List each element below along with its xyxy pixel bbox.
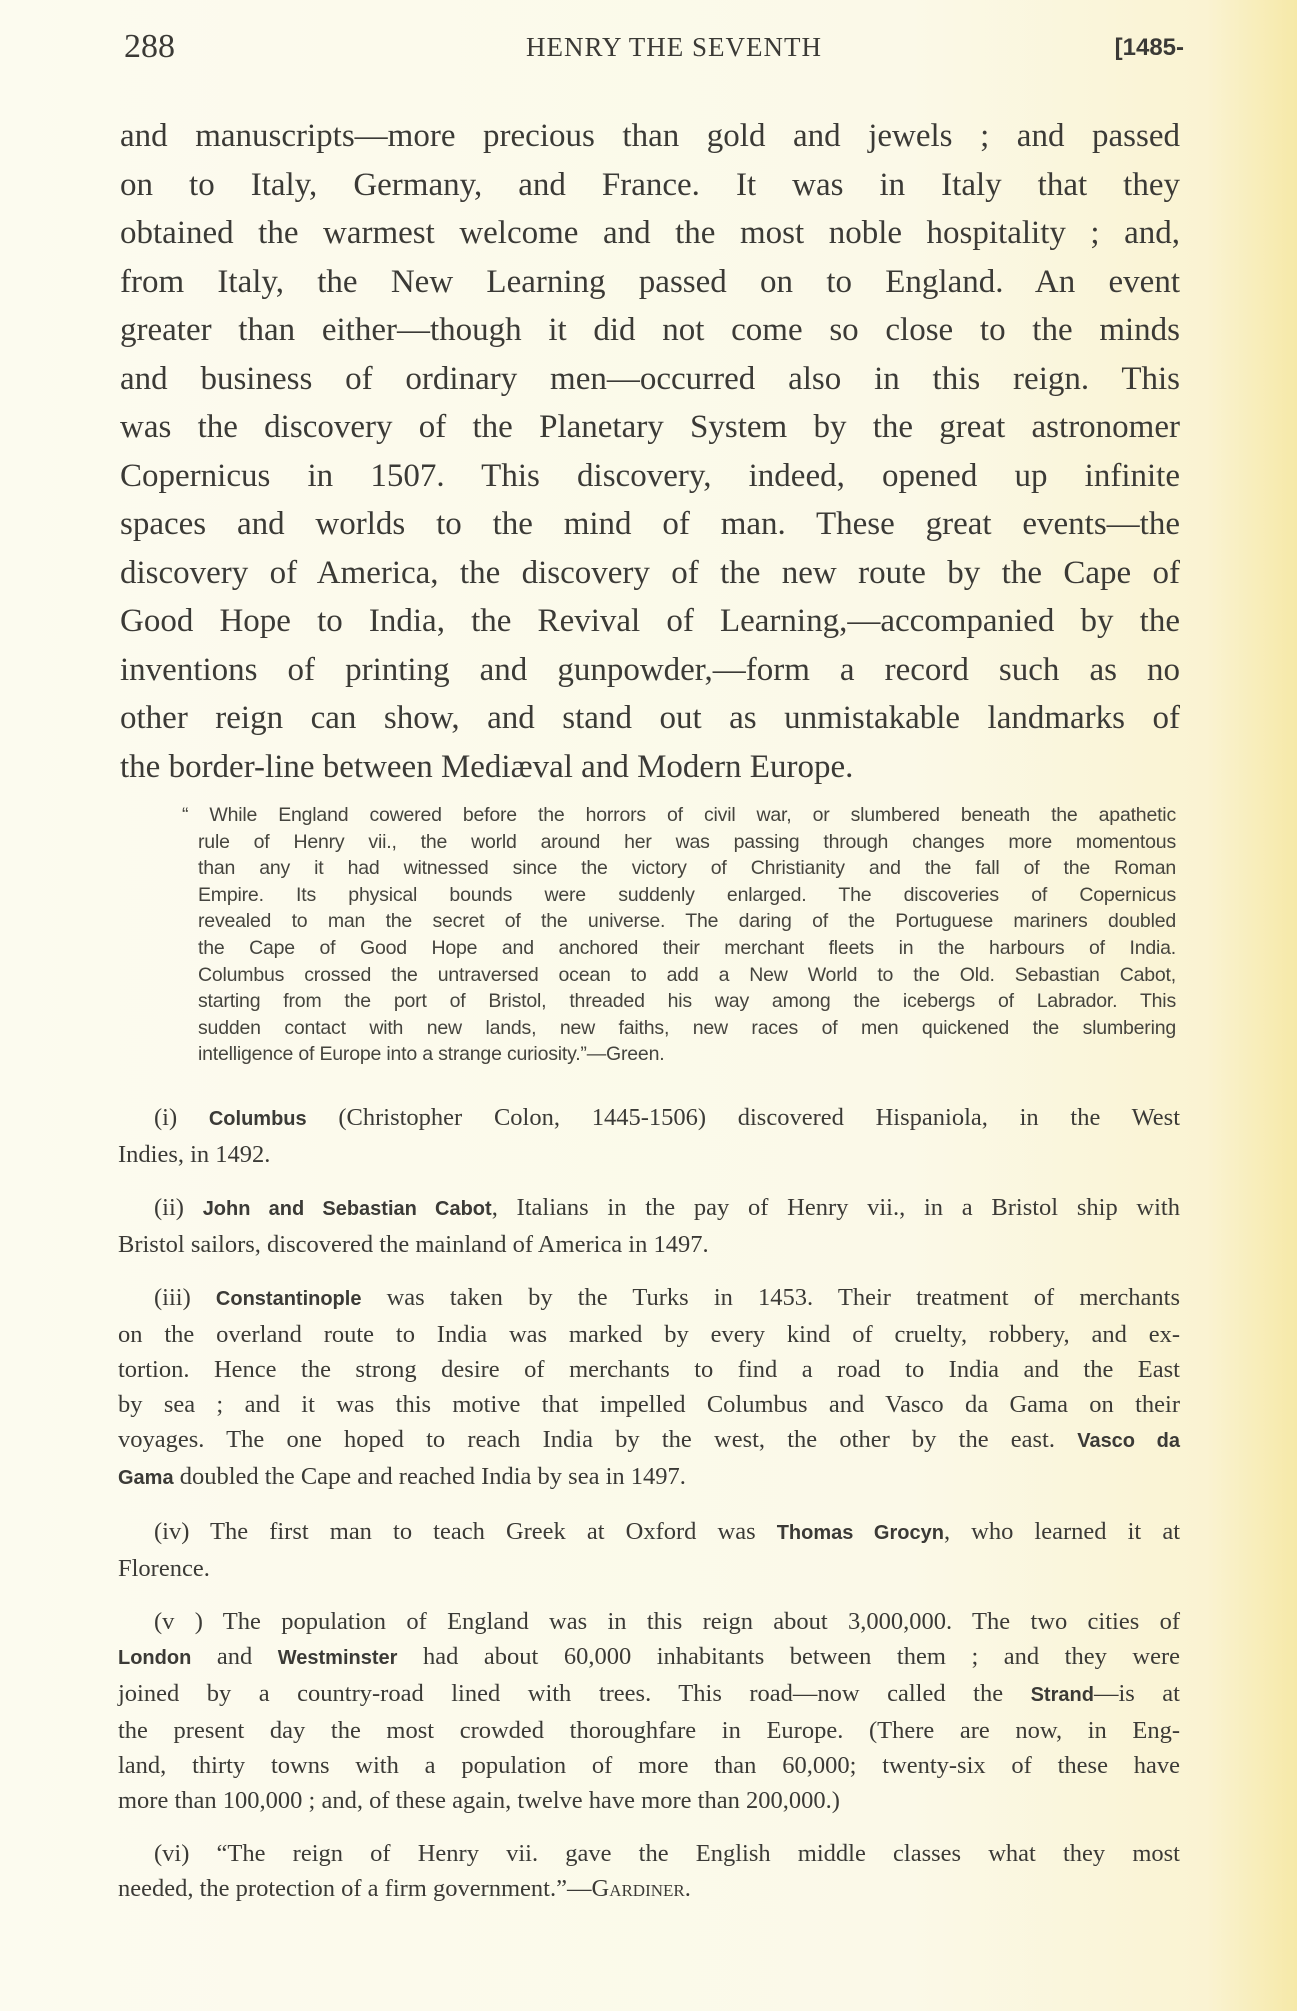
note-line [118, 1352, 1180, 1387]
note-item [118, 1190, 1180, 1262]
text-line: the Cape of Good Hope and anchored their merchant fleets in the harbours of India. [198, 936, 1176, 959]
note-line [118, 1137, 1180, 1172]
text-line: Copernicus in 1507. This discovery, indeed, opened up infinite [120, 457, 1180, 494]
text-run: Bristol sailors, discovered the mainland of America in 1497. [118, 1231, 709, 1258]
text-run: Indies, in 1492. [118, 1141, 271, 1168]
note-line [118, 1280, 1180, 1317]
text-line: greater than either—though it did not come so close to the minds [120, 312, 1180, 348]
footnotes [118, 1100, 1180, 1924]
text-run: needed, the protection of a firm government.”— [118, 1875, 592, 1902]
text-line: obtained the warmest welcome and the most noble hospitality ; and, [120, 215, 1180, 251]
text-run: (i) [154, 1104, 209, 1131]
text-run: doubled the Cape and reached India by sea in 1497. [173, 1463, 686, 1490]
note-item [118, 1836, 1180, 1906]
text-run: (v ) The population of England was in this reign about 3,000,000. The two cities of [154, 1608, 1180, 1635]
text-run: Gardiner. [591, 1875, 691, 1902]
bold-term: Thomas Grocyn [776, 1522, 944, 1544]
note-line [118, 1783, 1180, 1818]
text-run: and [191, 1643, 278, 1670]
note-line [118, 1748, 1180, 1783]
note-line [118, 1551, 1180, 1586]
main-paragraph [120, 112, 1180, 791]
note-line [118, 1227, 1180, 1262]
text-run: (iii) [154, 1284, 216, 1311]
text-line: Good Hope to India, the Revival of Learning,—accompanied by the [120, 603, 1180, 639]
note-line [118, 1604, 1180, 1639]
text-line: spaces and worlds to the mind of man. These great events—the [120, 506, 1180, 542]
text-line: revealed to man the secret of the universe. The daring of the Portuguese mariners doubled [198, 910, 1176, 933]
text-run: land, thirty towns with a population of more than 60,000; twenty-six of these have [118, 1752, 1180, 1779]
text-run: tortion. Hence the strong desire of merchants to find a road to India and the East [118, 1356, 1180, 1383]
bold-term: Strand [1030, 1684, 1094, 1706]
note-line [118, 1836, 1180, 1871]
bold-term: Columbus [208, 1108, 307, 1130]
bold-term: John and Sebastian Cabot [202, 1198, 492, 1220]
text-line: intelligence of Europe into a strange curiosity.”—Green. [198, 1043, 665, 1066]
note-item [118, 1100, 1180, 1172]
note-line [118, 1676, 1180, 1713]
note-line [118, 1190, 1180, 1227]
text-line: “ While England cowered before the horrors of civil war, or slumbered beneath the apathetic [182, 804, 1176, 826]
bold-term: Westminster [277, 1647, 398, 1669]
text-run: (vi) “The reign of Henry vii. gave the English middle classes what they most [154, 1840, 1180, 1867]
text-line: Empire. Its physical bounds were suddenly enlarged. The discoveries of Copernicus [198, 883, 1176, 906]
running-title: HENRY THE SEVENTH [526, 32, 822, 62]
text-run: had about 60,000 inhabitants between them ; and they were [397, 1643, 1180, 1670]
note-line [118, 1459, 1180, 1496]
text-run: was taken by the Turks in 1453. Their treatment of merchants [361, 1284, 1180, 1311]
note-line [118, 1871, 1180, 1906]
text-line: starting from the port of Bristol, threaded his way among the icebergs of Labrador. This [198, 990, 1176, 1013]
note-line [118, 1639, 1180, 1676]
text-run: , who learned it at [943, 1518, 1180, 1545]
text-line: discovery of America, the discovery of the new route by the Cape of [120, 554, 1180, 591]
text-line: and business of ordinary men—occurred also in this reign. This [120, 360, 1180, 397]
note-line [118, 1422, 1180, 1459]
note-line [118, 1713, 1180, 1748]
text-run: the present day the most crowded thoroughfare in Europe. (There are now, in Eng- [118, 1717, 1180, 1744]
note-item [118, 1280, 1180, 1496]
text-line: and manuscripts—more precious than gold and jewels ; and passed [120, 118, 1180, 154]
text-line: sudden contact with new lands, new faiths, new races of men quickened the slumbering [198, 1016, 1176, 1039]
bold-term: Gama [118, 1467, 174, 1489]
text-run: more than 100,000 ; and, of these again, twelve have more than 200,000.) [118, 1787, 840, 1814]
running-header [124, 28, 1184, 72]
note-line [118, 1317, 1180, 1352]
text-run: on the overland route to India was marked by every kind of cruelty, robbery, and ex- [118, 1321, 1180, 1348]
note-line [118, 1387, 1180, 1422]
text-line: on to Italy, Germany, and France. It was in Italy that they [120, 166, 1180, 203]
text-line: inventions of printing and gunpowder,—form a record such as no [120, 651, 1180, 688]
text-run: voyages. The one hoped to reach India by the west, the other by the east. [118, 1426, 1078, 1453]
page-number: 288 [124, 28, 175, 65]
text-line: from Italy, the New Learning passed on to England. An event [120, 263, 1180, 300]
text-run: (ii) [154, 1194, 203, 1221]
text-line: Columbus crossed the untraversed ocean to add a New World to the Old. Sebastian Cabot, [198, 963, 1176, 986]
text-line: than any it had witnessed since the victory of Christianity and the fall of the Roman [198, 857, 1176, 880]
block-quote-green [182, 802, 1176, 1068]
bold-term: Vasco da [1077, 1430, 1181, 1452]
note-item [118, 1514, 1180, 1586]
text-run: Florence. [118, 1555, 210, 1582]
text-run: , Italians in the pay of Henry vii., in a Bristol ship with [491, 1194, 1180, 1221]
text-line: the border-line between Mediæval and Modern Europe. [120, 748, 854, 785]
text-line: rule of Henry vii., the world around her was passing through changes more momentous [198, 830, 1176, 853]
note-line [118, 1100, 1180, 1137]
text-run: (Christopher Colon, 1445-1506) discovered Hispaniola, in the West [306, 1104, 1180, 1131]
text-run: by sea ; and it was this motive that impelled Columbus and Vasco da Gama on their [118, 1391, 1180, 1418]
bold-term: London [118, 1647, 192, 1669]
text-line: other reign can show, and stand out as unmistakable landmarks of [120, 700, 1180, 736]
text-run: joined by a country-road lined with trees. This road—now called the [118, 1680, 1031, 1707]
text-run: —is at [1093, 1680, 1180, 1707]
text-line: was the discovery of the Planetary System by the great astronomer [120, 409, 1180, 445]
note-line [118, 1514, 1180, 1551]
bold-term: Constantinople [215, 1288, 362, 1310]
year-range: [1485- [1114, 34, 1184, 61]
text-run: (iv) The first man to teach Greek at Oxford was [154, 1518, 777, 1545]
note-item [118, 1604, 1180, 1818]
